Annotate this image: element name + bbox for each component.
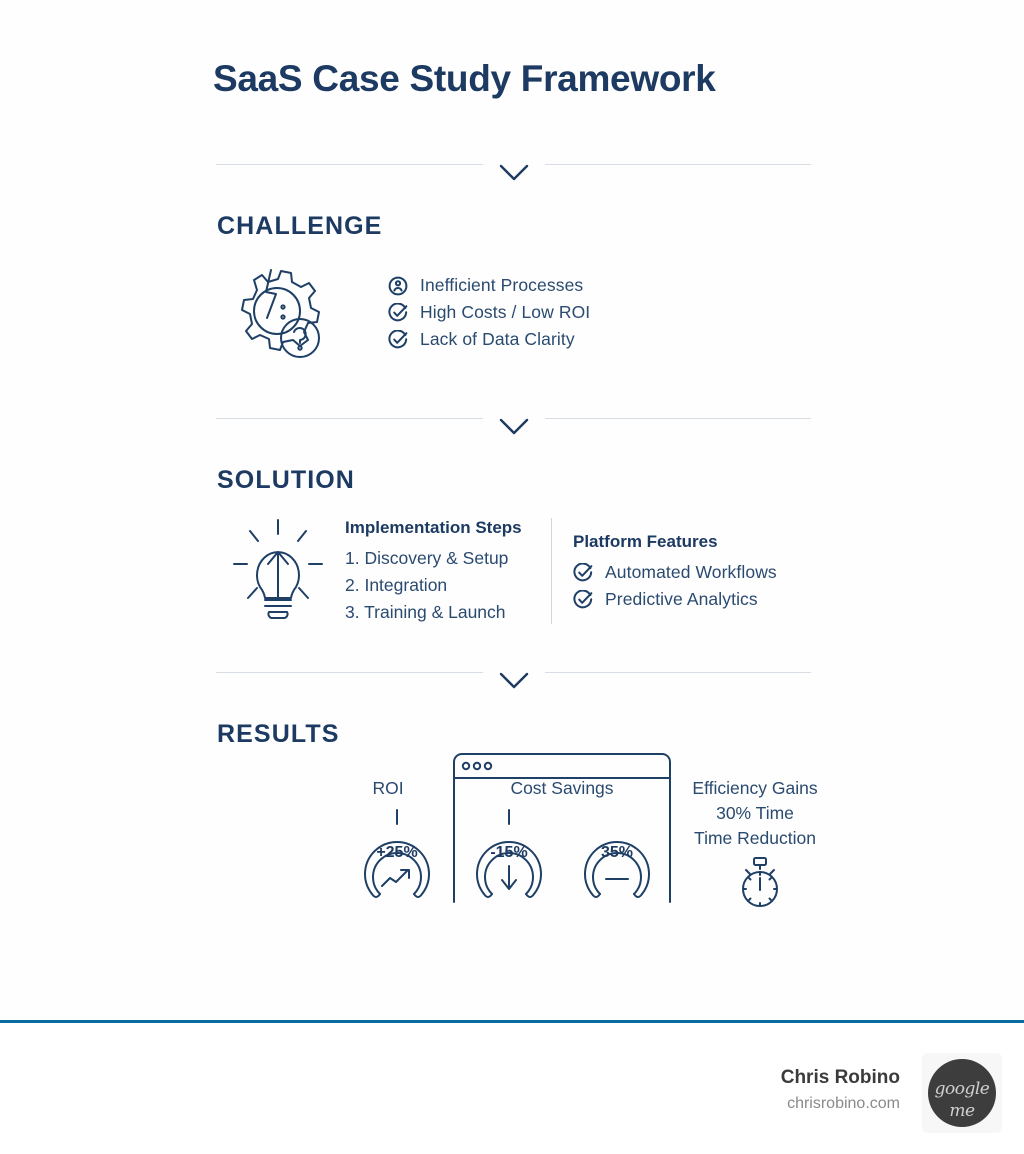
list-item-label: Inefficient Processes [420, 275, 584, 295]
list-item-label: Automated Workflows [605, 562, 777, 582]
implementation-step: 2. Integration [345, 575, 448, 595]
list-item-label: High Costs / Low ROI [420, 302, 591, 322]
footer-website-url[interactable]: chrisrobino.com [787, 1095, 900, 1112]
footer [0, 1023, 1024, 1154]
section-divider-3 [216, 670, 811, 702]
divider-line-left [216, 672, 483, 673]
results-chart [200, 748, 840, 923]
divider-line-left [216, 418, 483, 419]
google-me-logo[interactable] [922, 1053, 1002, 1133]
gauge-roi [350, 808, 444, 902]
divider-line-right [545, 672, 812, 673]
section-heading-results: RESULTS [217, 720, 340, 748]
section-divider-2 [216, 416, 811, 448]
circled-check-icon [573, 590, 593, 610]
list-item-label: Predictive Analytics [605, 589, 758, 609]
logo-text-line-2: me [949, 1101, 975, 1121]
roi-label: ROI [372, 778, 404, 798]
logo-disc [928, 1059, 996, 1127]
efficiency-gains-line-1: Efficiency Gains [692, 778, 818, 798]
gauge-value: -15% [490, 844, 528, 861]
gauge-efficiency [570, 808, 664, 902]
list-item [573, 559, 813, 586]
platform-features-column [573, 532, 813, 613]
divider-line-right [545, 164, 812, 165]
chevron-down-icon [483, 416, 545, 438]
logo-text-line-1: google [934, 1079, 990, 1099]
implementation-step: 3. Training & Launch [345, 602, 506, 622]
circled-check-icon [388, 303, 408, 323]
section-divider-1 [216, 162, 811, 194]
divider-line-left [216, 164, 483, 165]
gauge-value: 35% [600, 844, 634, 861]
chevron-down-icon [483, 162, 545, 184]
list-item-label: Lack of Data Clarity [420, 329, 575, 349]
implementation-steps-column [345, 518, 545, 626]
platform-features-title: Platform Features [573, 532, 718, 551]
circled-check-icon [388, 330, 408, 350]
list-item [388, 272, 590, 299]
implementation-step: 1. Discovery & Setup [345, 548, 509, 568]
challenge-item-list [388, 272, 590, 353]
implementation-steps-title: Implementation Steps [345, 518, 522, 537]
gauge-cost-savings [462, 808, 556, 902]
list-item [388, 326, 590, 353]
circled-check-icon [573, 563, 593, 583]
divider-line-right [545, 418, 812, 419]
page-title: SaaS Case Study Framework [213, 58, 716, 99]
section-heading-challenge: CHALLENGE [217, 212, 383, 240]
cost-savings-label: Cost Savings [510, 778, 614, 798]
list-item [573, 586, 813, 613]
lightbulb-arrow-icon [230, 518, 326, 622]
gauge-value: +25% [376, 844, 418, 861]
section-heading-solution: SOLUTION [217, 466, 355, 494]
efficiency-gains-block [670, 776, 840, 851]
stopwatch-icon [736, 856, 784, 910]
circled-person-icon [388, 276, 408, 296]
efficiency-gains-line-2: 30% Time [716, 803, 794, 823]
list-item [388, 299, 590, 326]
footer-author-name: Chris Robino [780, 1067, 900, 1088]
column-divider [551, 518, 552, 624]
gear-question-icon [224, 262, 328, 362]
efficiency-gains-line-3: Time Reduction [694, 828, 816, 848]
chevron-down-icon [483, 670, 545, 692]
